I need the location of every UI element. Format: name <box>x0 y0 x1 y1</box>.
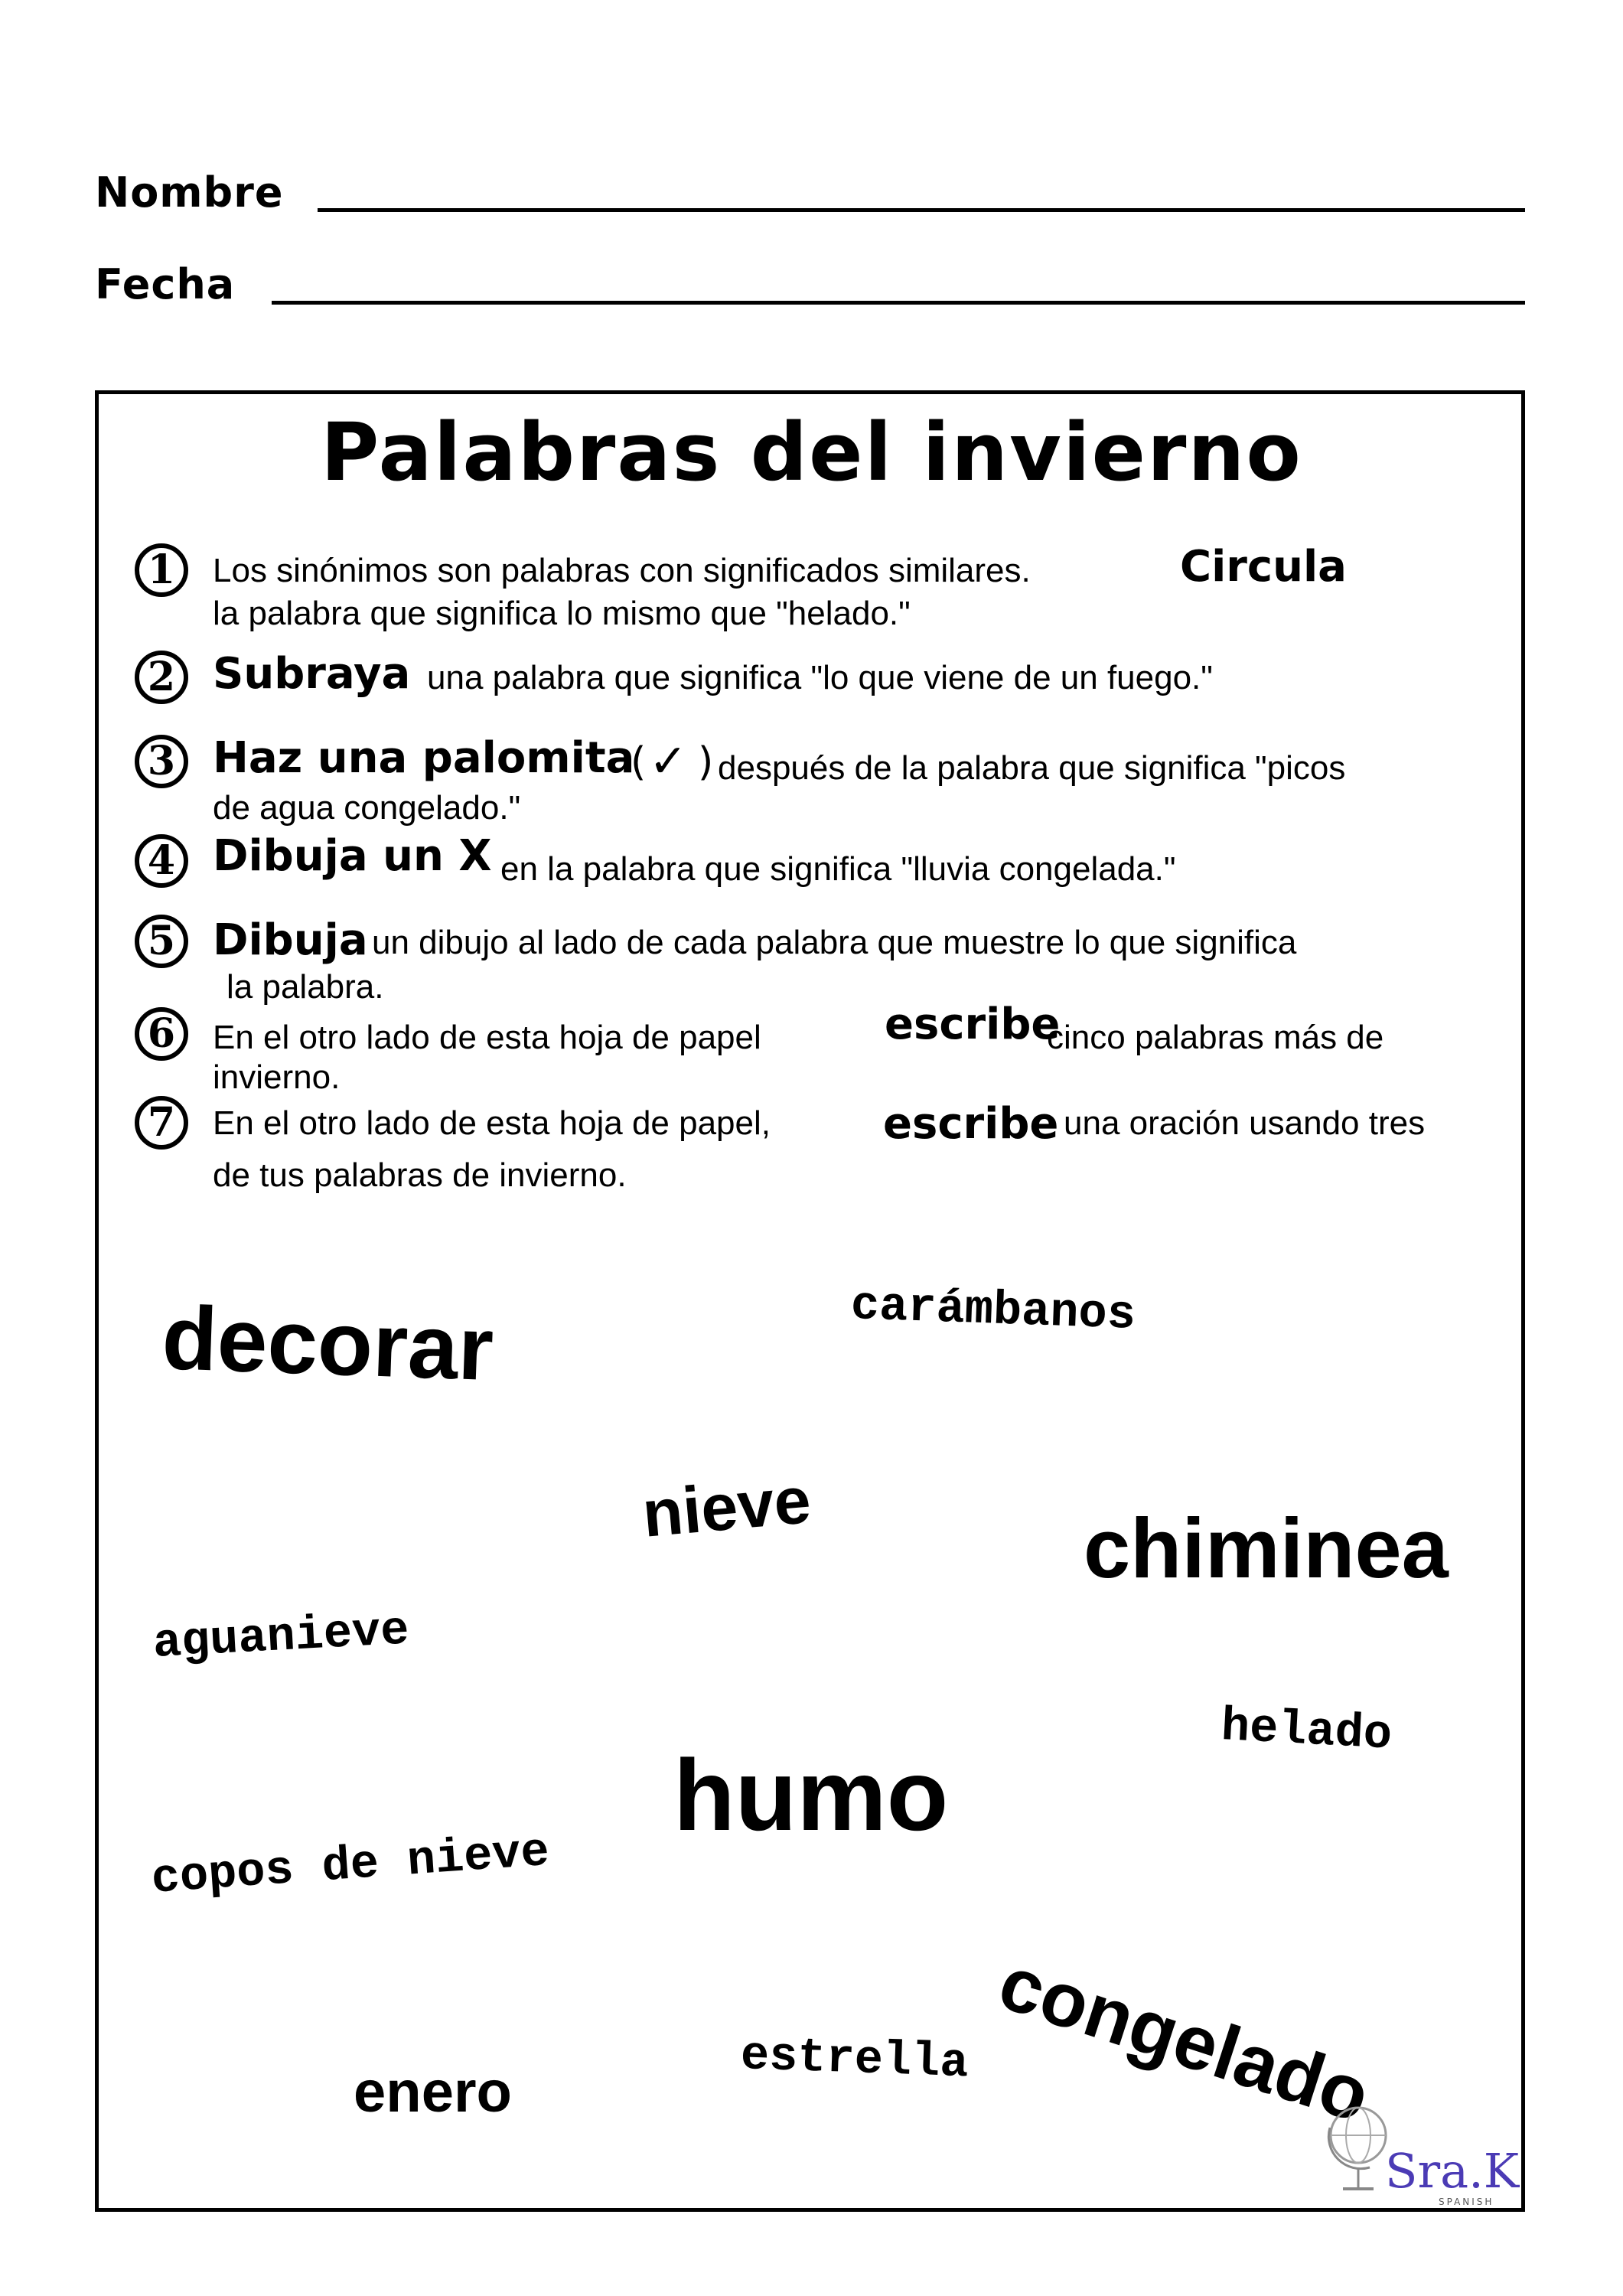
step-7-lead: En el otro lado de esta hoja de papel, <box>213 1104 771 1142</box>
step-2-rest: una palabra que significa "lo que viene de un fuego." <box>427 659 1213 696</box>
word-congelado: congelado <box>989 1939 1380 2139</box>
name-line[interactable] <box>318 208 1525 212</box>
step-number-4: 4 <box>135 834 188 888</box>
step-number-7: 7 <box>135 1096 188 1150</box>
step-5-rest: un dibujo al lado de cada palabra que muestre lo que significa <box>372 924 1297 961</box>
step-1-lead: Los sinónimos son palabras con significados similares. <box>213 552 1031 589</box>
step-6-line2: invierno. <box>213 1058 341 1096</box>
word-enero: enero <box>354 2060 512 2125</box>
step-3-paren-open: ( <box>631 739 647 785</box>
step-6-keyword: escribe <box>885 1000 1061 1049</box>
step-1-keyword: Circula <box>1180 542 1347 592</box>
step-number-1: 1 <box>135 543 188 597</box>
check-icon: ✓ <box>649 735 688 788</box>
step-5-keyword: Dibuja <box>213 915 368 965</box>
step-2-keyword: Subraya <box>213 649 411 699</box>
date-line[interactable] <box>272 301 1525 305</box>
globe-icon <box>1324 2097 1393 2204</box>
word-decorar: decorar <box>160 1287 495 1401</box>
step-number-2: 2 <box>135 651 188 704</box>
step-1-line2: la palabra que significa lo mismo que "helado." <box>213 595 911 632</box>
word-chiminea: chiminea <box>1084 1502 1449 1596</box>
logo-text: Sra.K <box>1385 2143 1520 2199</box>
date-label: Fecha <box>95 260 236 308</box>
step-3-rest: después de la palabra que significa "picos <box>718 749 1346 787</box>
sra-k-logo <box>1324 2097 1520 2212</box>
step-number-3: 3 <box>135 735 188 788</box>
word-carambanos: carámbanos <box>849 1278 1137 1342</box>
step-7-keyword: escribe <box>883 1099 1059 1149</box>
word-helado: helado <box>1220 1699 1393 1763</box>
step-6-rest: cinco palabras más de <box>1047 1019 1384 1056</box>
step-number-6: 6 <box>135 1007 188 1061</box>
step-number-5: 5 <box>135 915 188 968</box>
word-estrella: estrella <box>739 2028 970 2091</box>
logo-subtitle: SPANISH <box>1439 2197 1494 2207</box>
step-3-paren-close: ) <box>698 739 714 785</box>
worksheet-title: Palabras del invierno <box>321 406 1302 499</box>
step-3-keyword: Haz una palomita <box>213 733 635 783</box>
step-4-rest: en la palabra que significa "lluvia congelada." <box>500 850 1176 888</box>
word-nieve: nieve <box>639 1463 814 1551</box>
step-7-line2: de tus palabras de invierno. <box>213 1156 627 1194</box>
step-7-rest: una oración usando tres <box>1064 1104 1426 1142</box>
step-4-keyword: Dibuja un X <box>213 831 492 881</box>
word-humo: humo <box>673 1739 949 1851</box>
name-label: Nombre <box>95 168 284 217</box>
word-aguanieve: aguanieve <box>152 1603 411 1671</box>
step-3-line2: de agua congelado." <box>213 789 521 827</box>
step-5-line2: la palabra. <box>227 968 384 1006</box>
word-copos-de-nieve: copos de nieve <box>149 1824 552 1906</box>
step-6-lead: En el otro lado de esta hoja de papel <box>213 1019 761 1056</box>
